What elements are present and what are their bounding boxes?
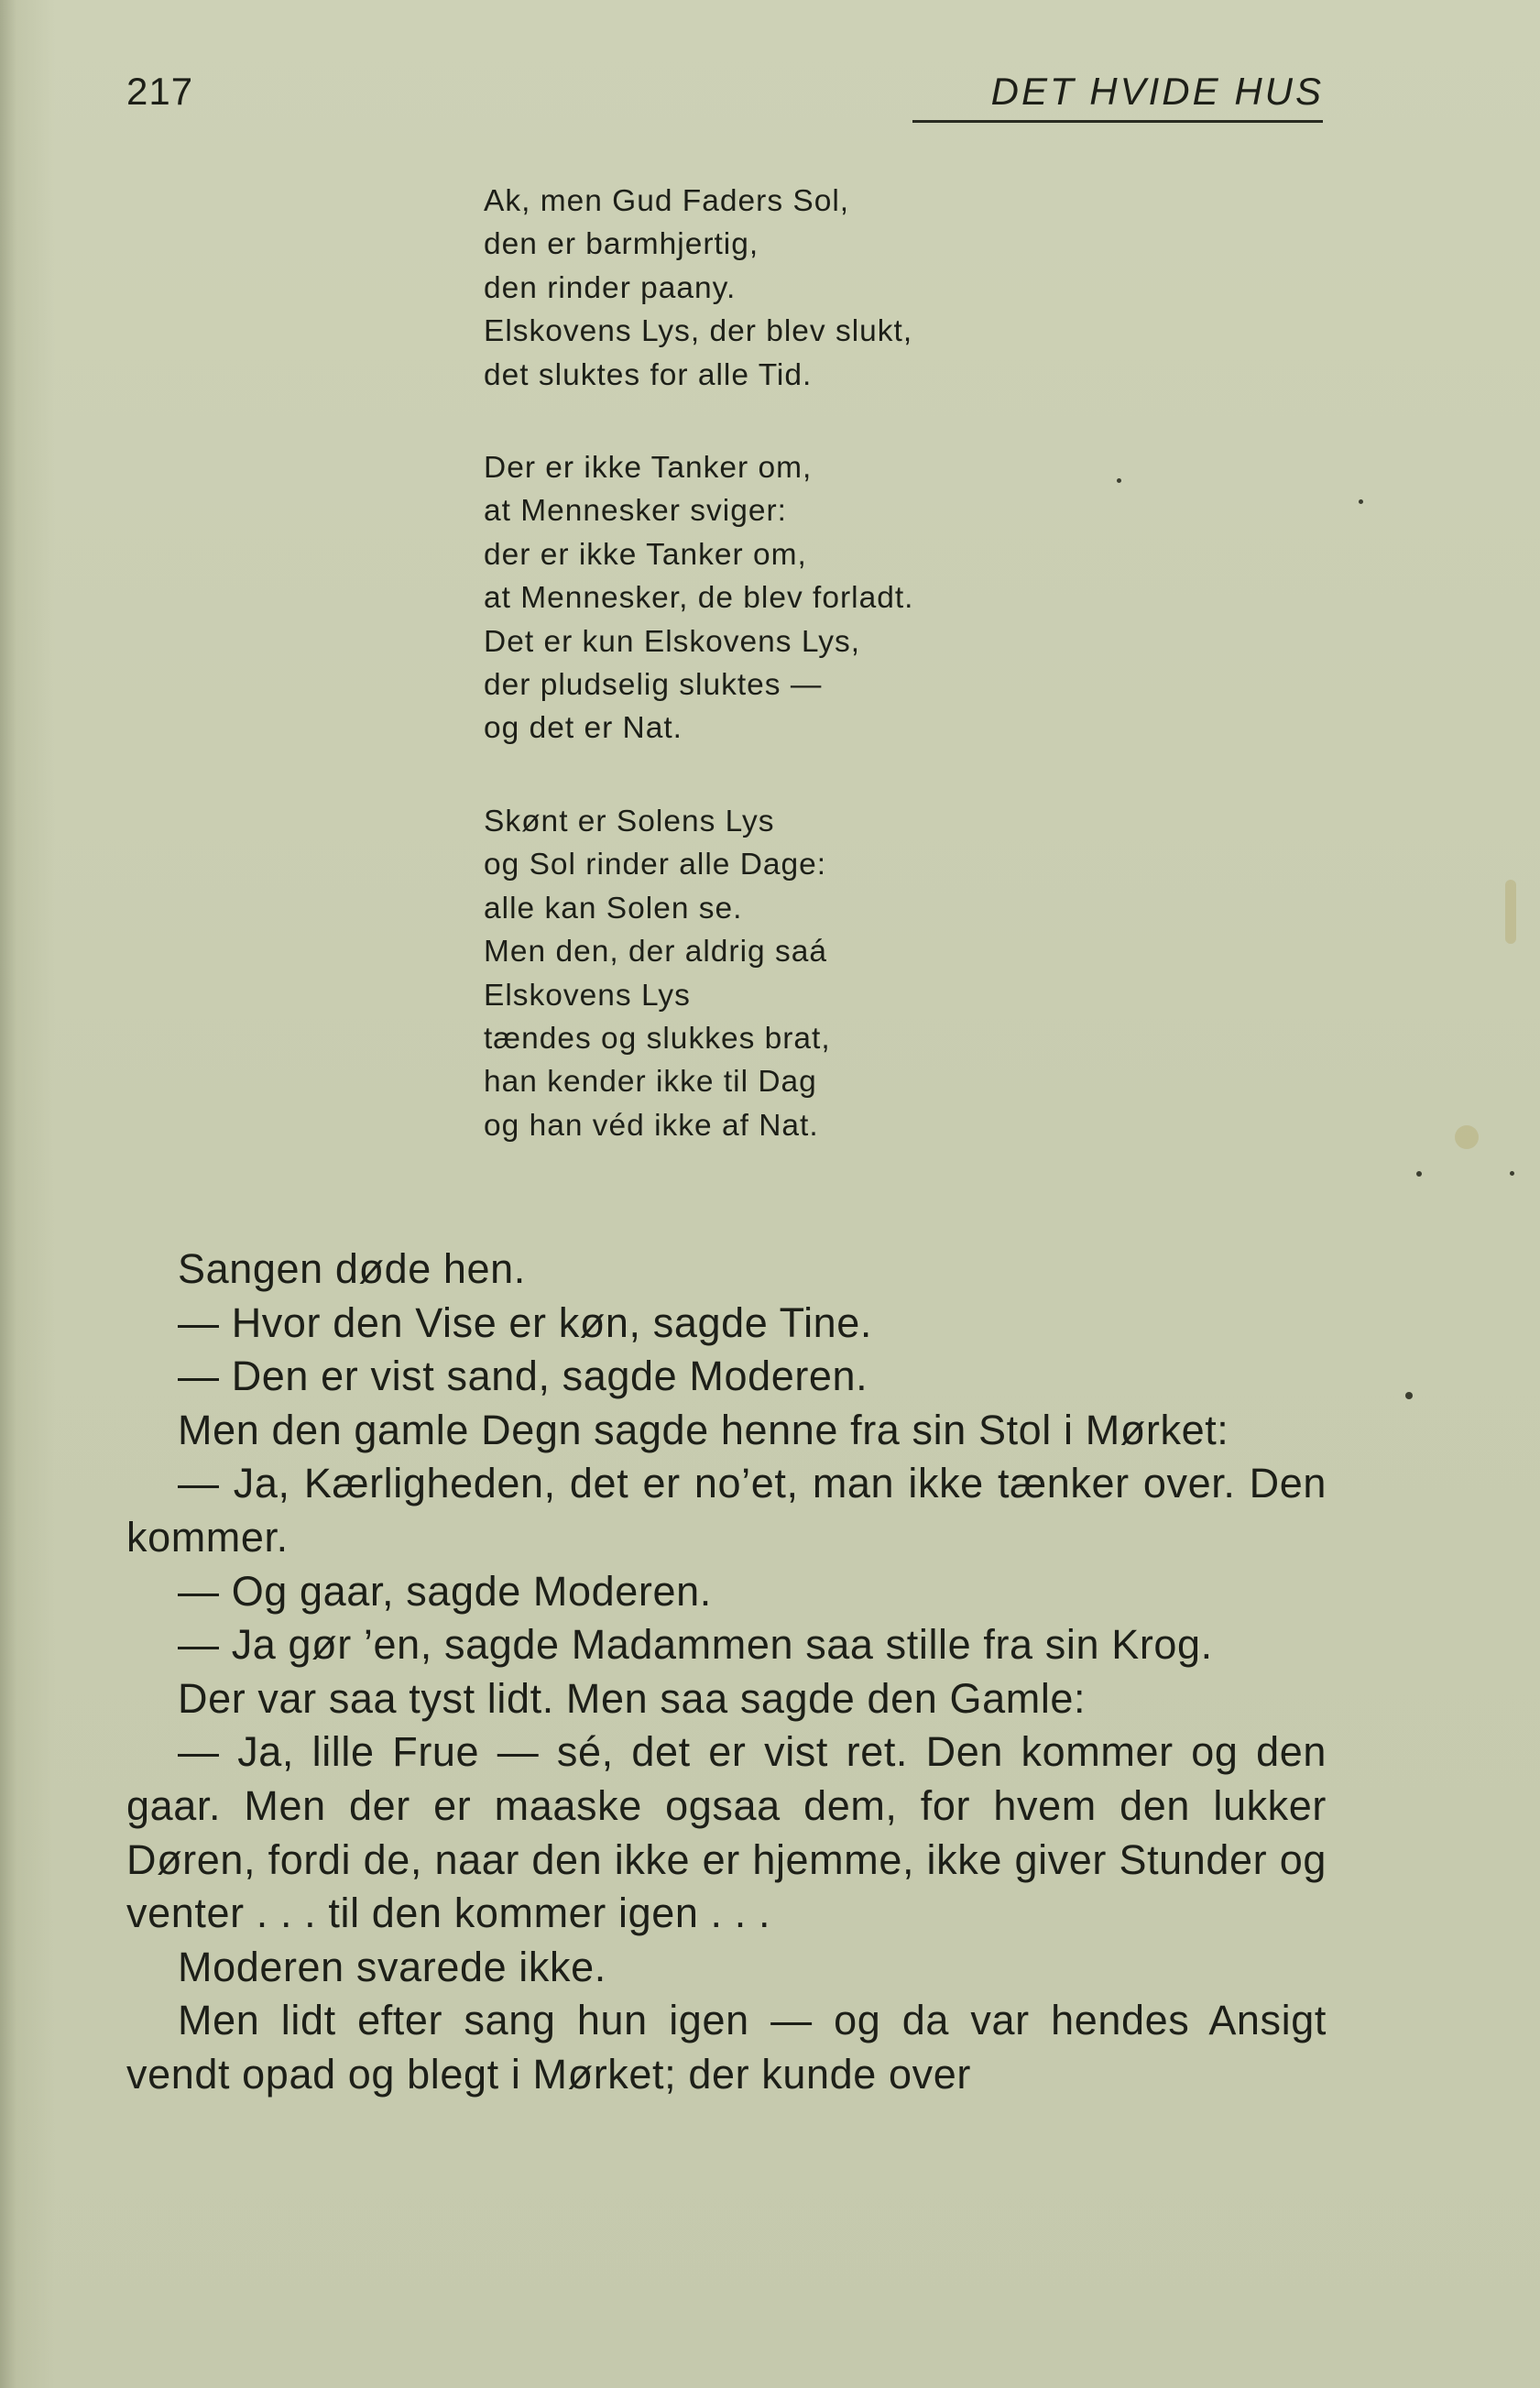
paper-speck [1416, 1171, 1422, 1177]
poem-line: og Sol rinder alle Dage: [484, 848, 827, 882]
poem-line: den er barmhjertig, [484, 227, 759, 262]
poem-line: Elskovens Lys, der blev slukt, [484, 314, 913, 349]
poem-line: tændes og slukkes brat, [484, 1021, 831, 1056]
poem-line: alle kan Solen se. [484, 891, 743, 926]
paper-stain [1505, 880, 1516, 944]
poem-stanza [484, 446, 913, 750]
paper-speck [1405, 1392, 1413, 1399]
poem-line: Elskovens Lys [484, 978, 691, 1013]
poem-line: han kender ikke til Dag [484, 1065, 817, 1100]
poem [484, 180, 913, 1197]
poem-line: og det er Nat. [484, 711, 683, 746]
prose-paragraph: Men lidt efter sang hun igen — og da var hendes Ansigt vendt opad og blegt i Mørket; der kunde over [126, 1997, 1327, 2098]
poem-line: og han véd ikke af Nat. [484, 1108, 819, 1143]
prose-body [126, 1243, 1327, 2102]
poem-stanza [484, 800, 913, 1147]
prose-paragraph: — Ja, Kærligheden, det er no’et, man ikke tænker over. Den kommer. [126, 1460, 1327, 1561]
poem-line: Ak, men Gud Faders Sol, [484, 184, 850, 218]
poem-line: at Mennesker, de blev forladt. [484, 581, 914, 616]
poem-line: den rinder paany. [484, 270, 737, 305]
paper-speck [1510, 1171, 1514, 1176]
poem-line: Skønt er Solens Lys [484, 804, 775, 838]
prose-paragraph: Men den gamle Degn sagde henne fra sin Stol i Mørket: [178, 1406, 1229, 1453]
poem-line: Det er kun Elskovens Lys, [484, 624, 861, 659]
page-number: 217 [126, 70, 194, 113]
poem-line: det sluktes for alle Tid. [484, 357, 813, 392]
poem-line: Der er ikke Tanker om, [484, 451, 813, 486]
running-title: DET HVIDE HUS [990, 70, 1324, 113]
paper-speck [1117, 478, 1121, 483]
prose-paragraph: — Ja, lille Frue — sé, det er vist ret. Den kommer og den gaar. Men der er maaske ogsaa dem, for hvem den lukker Døren, fordi de, naar den ikke er hjemme, ikke giver Stunder og venter . . . til den kommer igen . . . [126, 1728, 1327, 1937]
paper-speck [1359, 499, 1363, 504]
poem-line: der er ikke Tanker om, [484, 537, 807, 572]
header-rule [912, 120, 1323, 123]
prose-paragraph: — Den er vist sand, sagde Moderen. [178, 1353, 868, 1400]
prose-paragraph: Der var saa tyst lidt. Men saa sagde den Gamle: [178, 1674, 1087, 1722]
paper-stain [1455, 1125, 1479, 1149]
poem-line: at Mennesker sviger: [484, 494, 787, 529]
prose-paragraph: — Ja gør ’en, sagde Madammen saa stille fra sin Krog. [178, 1621, 1213, 1669]
poem-line: der pludselig sluktes — [484, 668, 823, 703]
poem-stanza [484, 180, 913, 397]
prose-paragraph: Moderen svarede ikke. [178, 1943, 606, 1990]
prose-paragraph: — Og gaar, sagde Moderen. [178, 1567, 712, 1615]
poem-line: Men den, der aldrig saá [484, 935, 827, 969]
prose-paragraph: — Hvor den Vise er køn, sagde Tine. [178, 1298, 873, 1346]
prose-paragraph: Sangen døde hen. [178, 1245, 526, 1292]
